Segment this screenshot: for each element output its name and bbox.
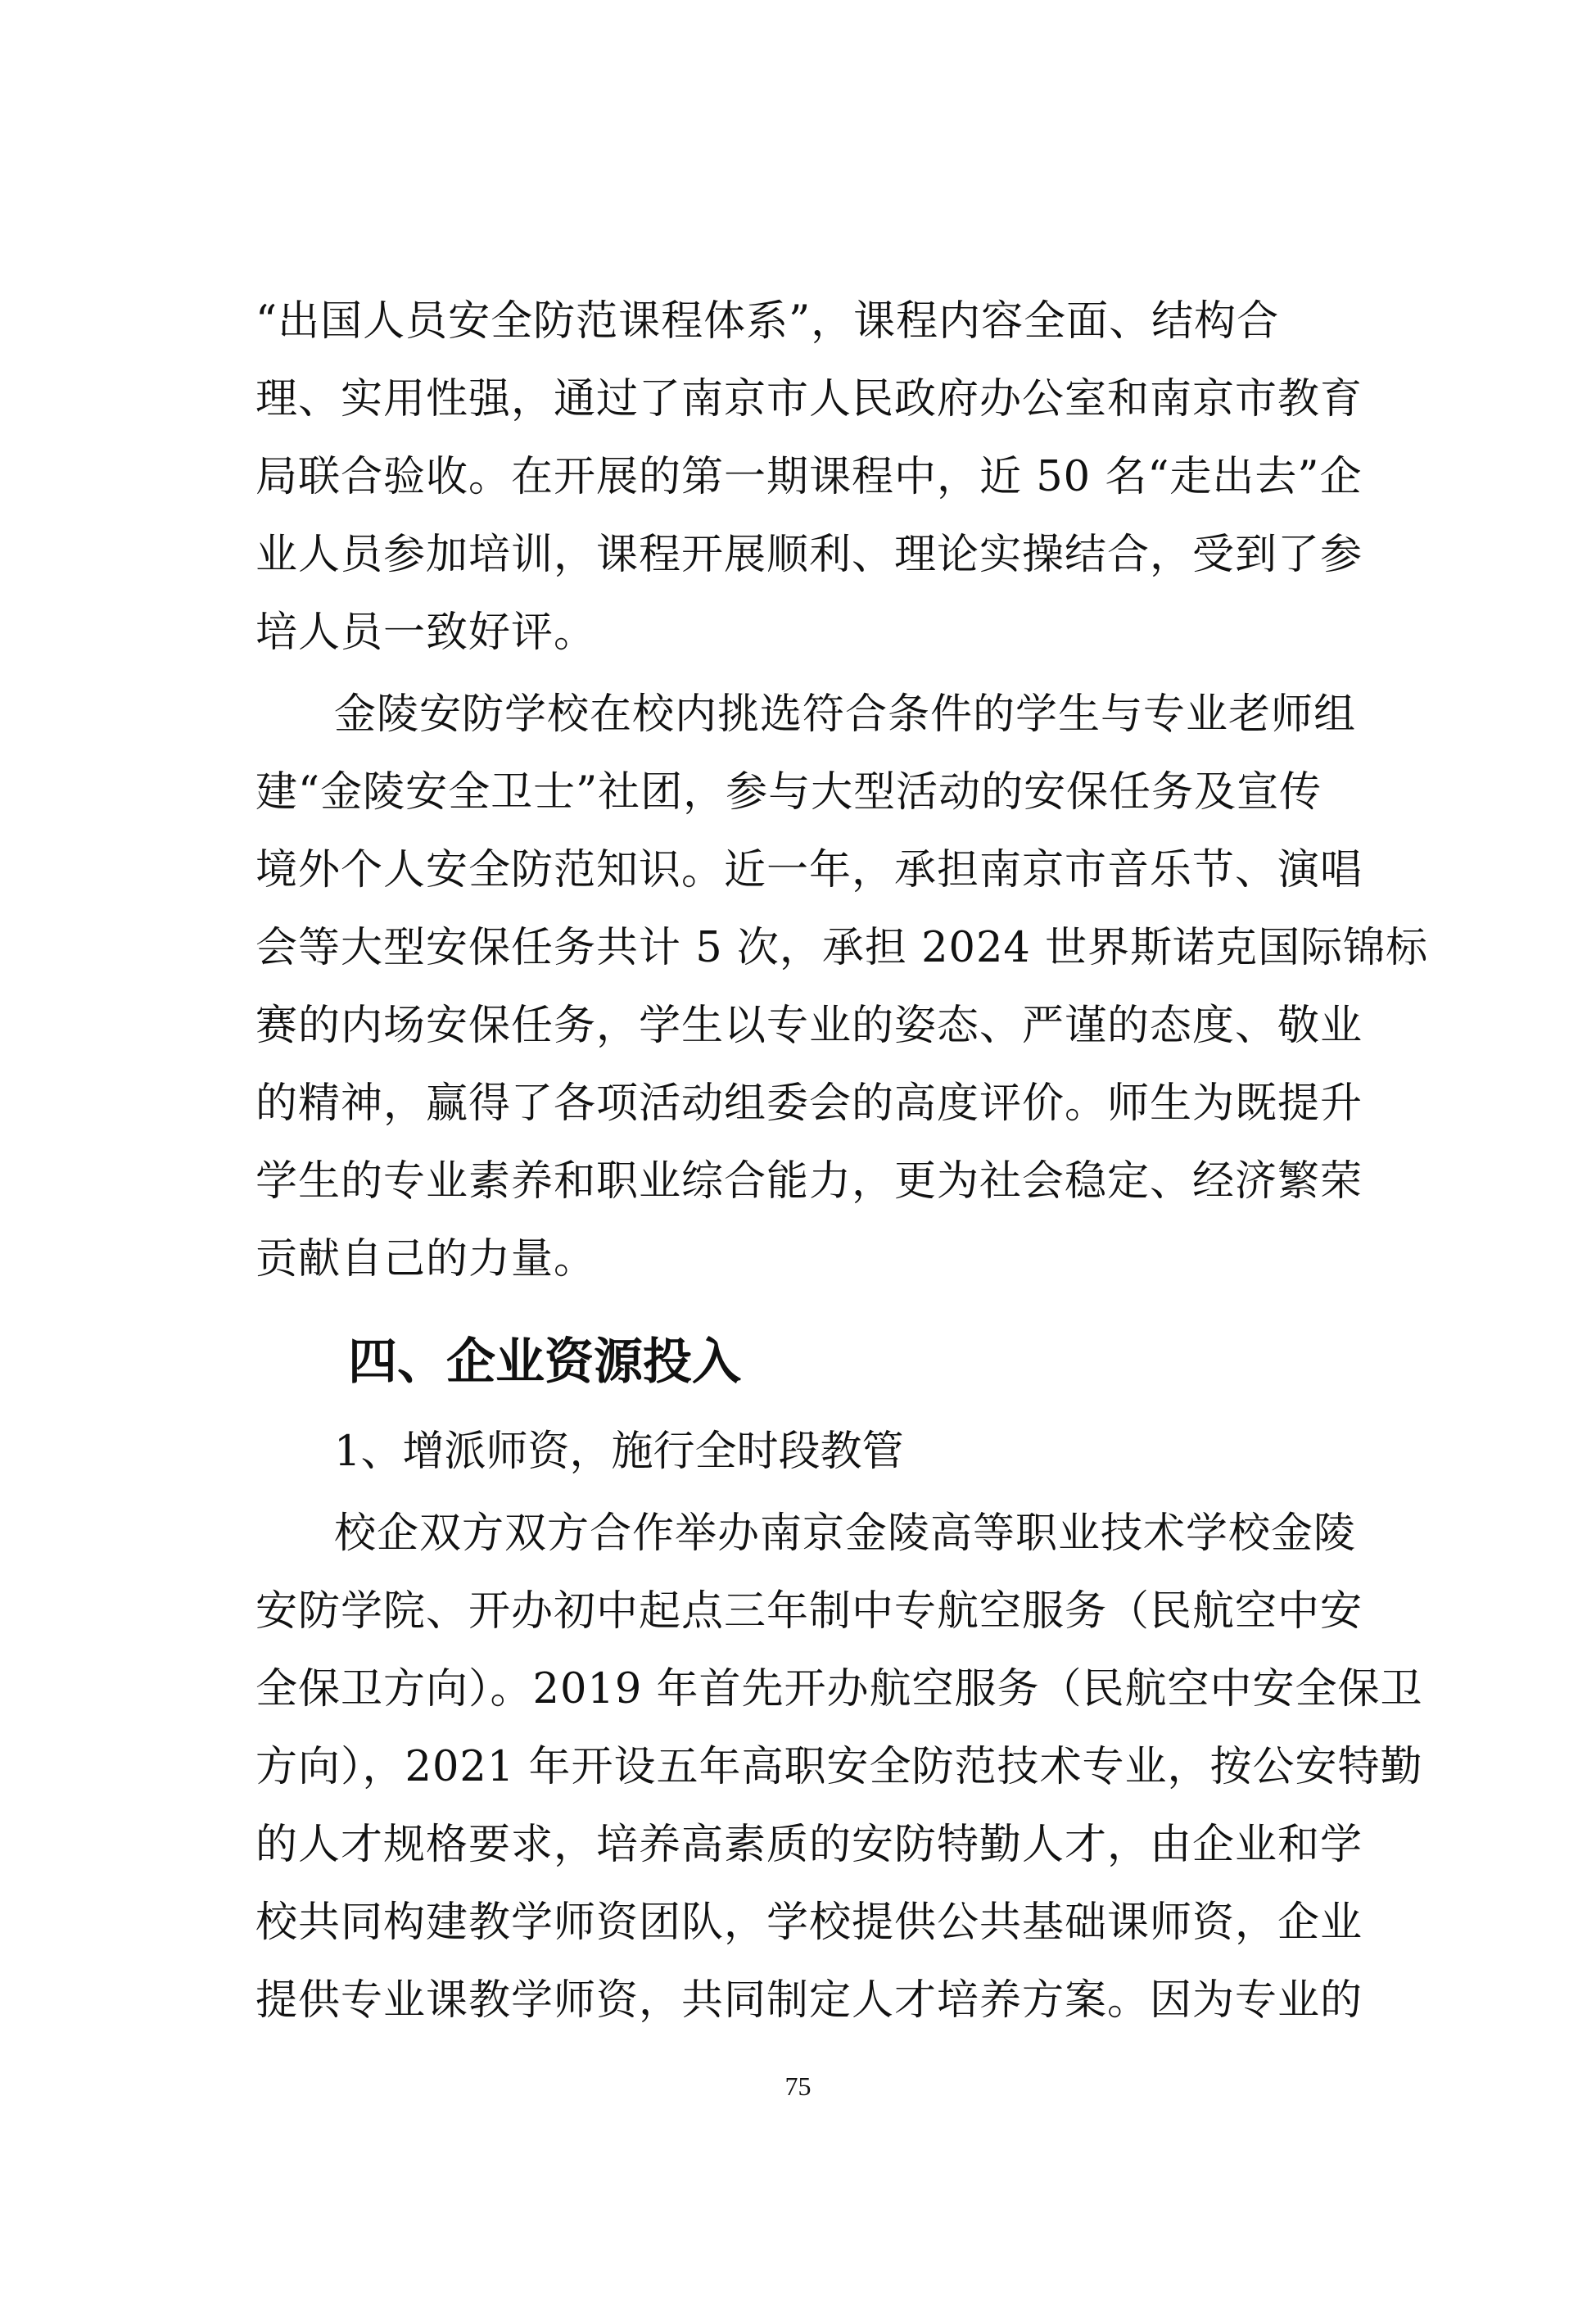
paragraph-3-line-1: 校企双方双方合作举办南京金陵高等职业技术学校金陵 xyxy=(334,1510,1357,1558)
paragraph-3-line-2: 安防学院、开办初中起点三年制中专航空服务（民航空中安 xyxy=(255,1587,1363,1636)
paragraph-1-line-2: 理、实用性强，通过了南京市人民政府办公室和南京市教育 xyxy=(255,375,1363,423)
paragraph-3-line-4: 方向），2021 年开设五年高职安全防范技术专业，按公安特勤 xyxy=(255,1743,1423,1791)
paragraph-3-line-3: 全保卫方向）。2019 年首先开办航空服务（民航空中安全保卫 xyxy=(255,1665,1423,1713)
paragraph-1-line-4: 业人员参加培训，课程开展顺利、理论实操结合，受到了参 xyxy=(255,531,1363,579)
paragraph-1-line-3: 局联合验收。在开展的第一期课程中，近 50 名“走出去”企 xyxy=(255,453,1363,501)
paragraph-2-line-5: 赛的内场安保任务，学生以专业的姿态、严谨的态度、敬业 xyxy=(255,1002,1363,1050)
paragraph-2-line-7: 学生的专业素养和职业综合能力，更为社会稳定、经济繁荣 xyxy=(255,1157,1363,1206)
paragraph-3-line-7: 提供专业课教学师资，共同制定人才培养方案。因为专业的 xyxy=(255,1976,1363,2025)
paragraph-1-line-1: “出国人员安全防范课程体系”，课程内容全面、结构合 xyxy=(255,297,1280,346)
paragraph-2-line-4: 会等大型安保任务共计 5 次，承担 2024 世界斯诺克国际锦标 xyxy=(255,924,1429,972)
paragraph-2-line-8: 贡献自己的力量。 xyxy=(255,1235,597,1283)
subsection-heading: 1、增派师资，施行全时段教管 xyxy=(334,1428,904,1476)
paragraph-3-line-5: 的人才规格要求，培养高素质的安防特勤人才，由企业和学 xyxy=(255,1821,1363,1869)
paragraph-2-line-1: 金陵安防学校在校内挑选符合条件的学生与专业老师组 xyxy=(334,690,1357,739)
paragraph-3-line-6: 校共同构建教学师资团队，学校提供公共基础课师资，企业 xyxy=(255,1899,1363,1947)
paragraph-2-line-6: 的精神，赢得了各项活动组委会的高度评价。师生为既提升 xyxy=(255,1080,1363,1128)
page-number: 75 xyxy=(784,2071,812,2101)
section-heading: 四、企业资源投入 xyxy=(348,1333,741,1391)
paragraph-2-line-2: 建“金陵安全卫士”社团，参与大型活动的安保任务及宣传 xyxy=(255,768,1322,817)
paragraph-1-line-5: 培人员一致好评。 xyxy=(255,609,597,657)
paragraph-2-line-3: 境外个人安全防范知识。近一年，承担南京市音乐节、演唱 xyxy=(255,846,1363,894)
